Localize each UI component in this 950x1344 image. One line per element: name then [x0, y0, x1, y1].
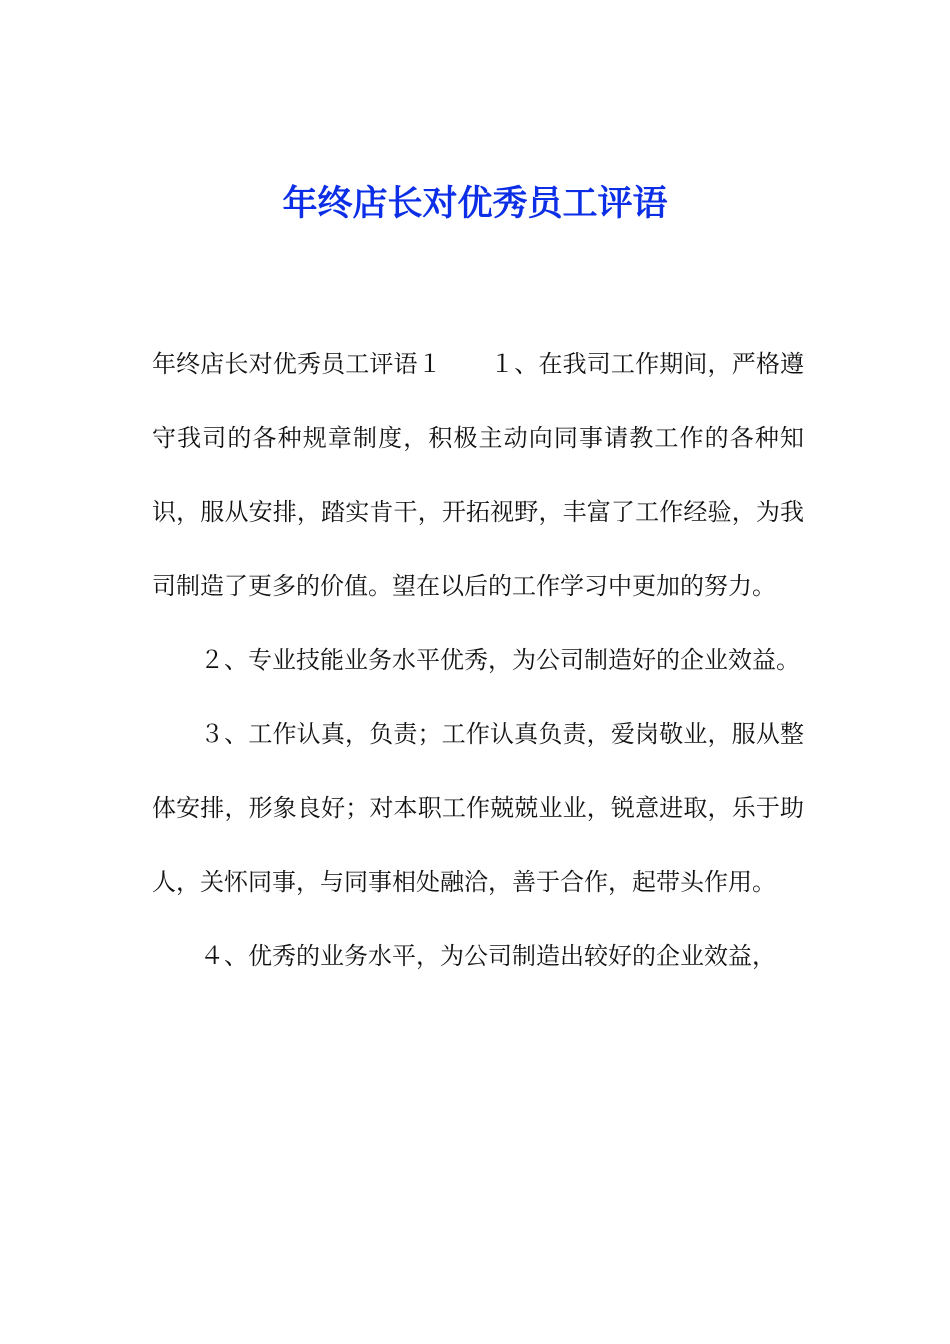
paragraph-4: ４、优秀的业务水平，为公司制造出较好的企业效益， — [200, 942, 776, 970]
paragraph-1: 年终店长对优秀员工评语１ １、在我司工作期间，严格遵守我司的各种规章制度，积极主动向同事请教工作的各种知识，服从安排，踏实肯干，开拓视野，丰富了工作经验，为我司制造了更多的价值。望在以后的工作学习中更加的努力。 — [152, 350, 804, 600]
document-title: 年终店长对优秀员工评语 — [282, 183, 668, 224]
document-body — [152, 327, 804, 993]
paragraph-3: ３、工作认真，负责；工作认真负责，爱岗敬业，服从整体安排，形象良好；对本职工作兢兢业业，锐意进取，乐于助人，关怀同事，与同事相处融洽，善于合作，起带头作用。 — [152, 720, 804, 896]
paragraph-2: ２、专业技能业务水平优秀，为公司制造好的企业效益。 — [200, 646, 800, 674]
